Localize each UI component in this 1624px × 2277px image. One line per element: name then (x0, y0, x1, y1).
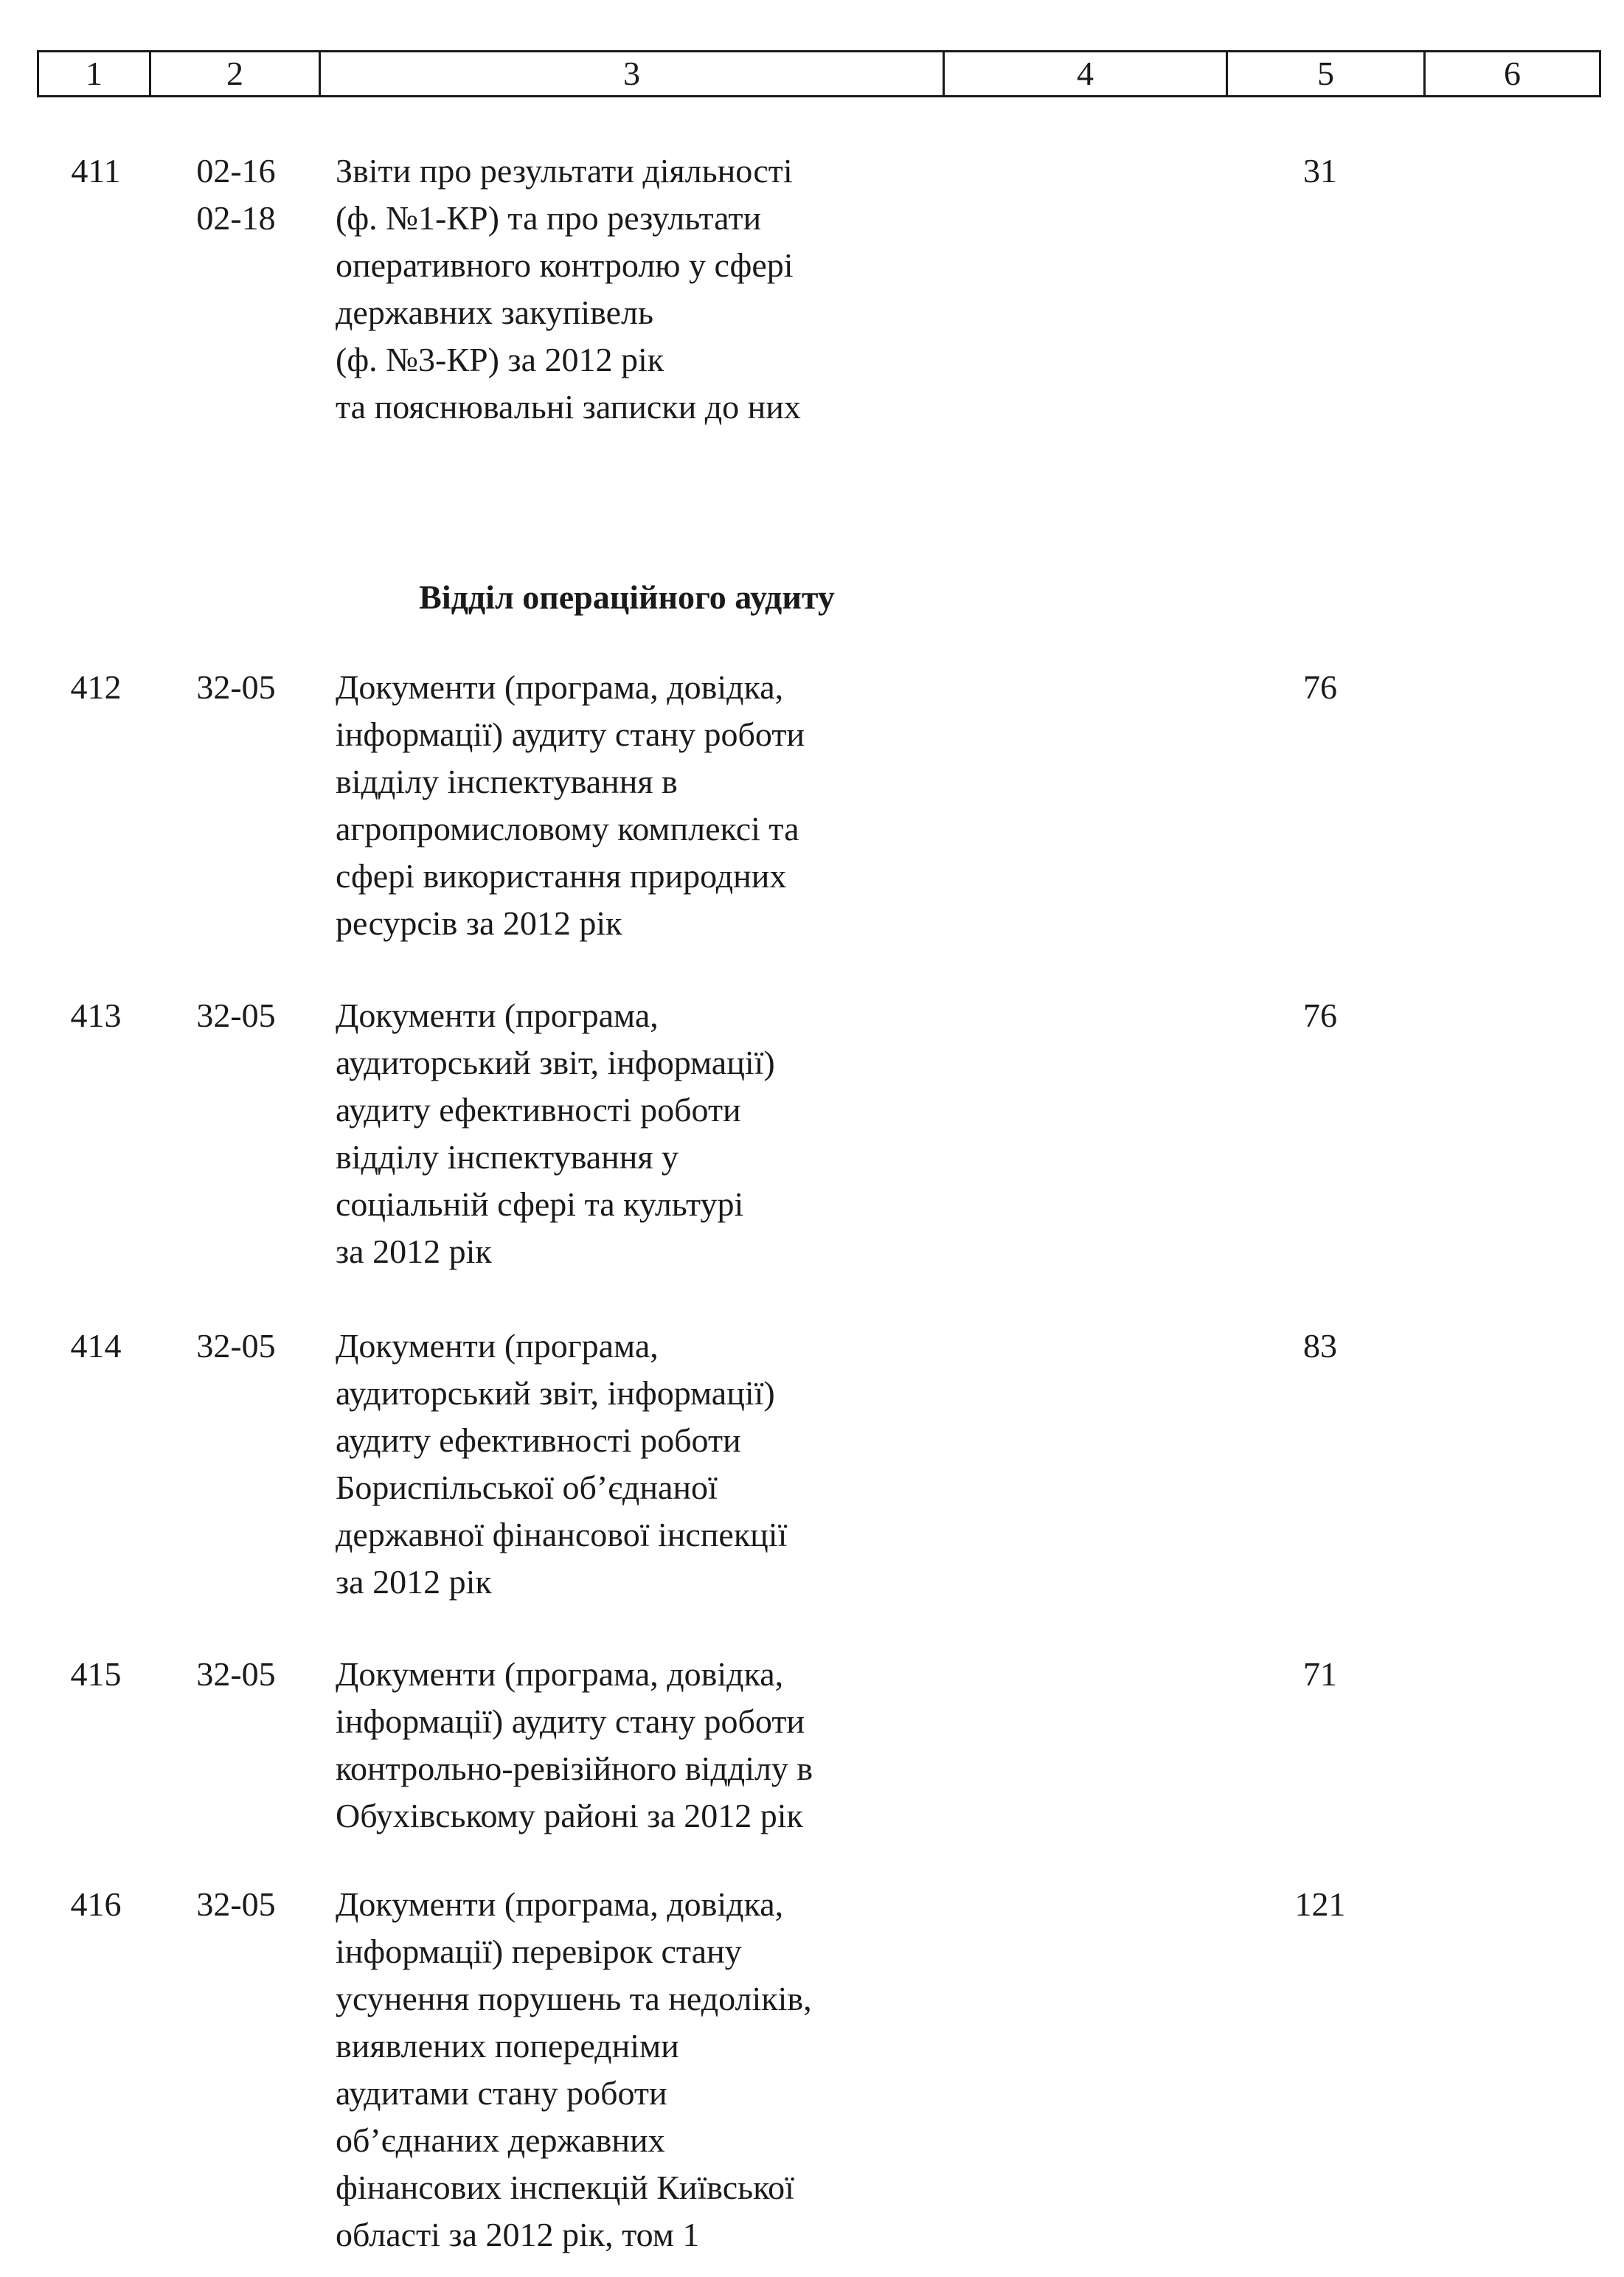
record-title-line: інформації) аудиту стану роботи (336, 1702, 805, 1740)
record-title-line: усунення порушень та недоліків, (336, 1980, 812, 2017)
record-number: 413 (70, 997, 122, 1034)
record-title-line: (ф. №3-КР) за 2012 рік (336, 341, 664, 378)
record-number: 414 (70, 1327, 122, 1365)
record-index (170, 1323, 302, 1370)
record-title-line: інформації) перевірок стану (336, 1933, 742, 1970)
record-title-line: оперативного контролю у сфері (336, 246, 794, 284)
record-title-line: Документи (програма, (336, 1327, 659, 1365)
record-index-line: 32-05 (196, 668, 276, 706)
record-title-line: інформації) аудиту стану роботи (336, 715, 805, 753)
record-title-line: аудиторський звіт, інформації) (336, 1044, 775, 1081)
record-title-line: за 2012 рік (336, 1233, 492, 1270)
record-index (170, 148, 302, 242)
record-title-line: Обухівському районі за 2012 рік (336, 1797, 803, 1834)
header-col-5: 5 (1227, 52, 1425, 97)
record-title-line: Бориспільської об’єднаної (336, 1469, 718, 1506)
record-title-line: аудитами стану роботи (336, 2074, 667, 2112)
record-title-line: ресурсів за 2012 рік (336, 904, 622, 942)
record-index-line: 32-05 (196, 1655, 276, 1693)
record-number: 411 (71, 152, 121, 190)
record-sheet-count: 76 (1303, 668, 1337, 706)
record-sheet-count: 83 (1303, 1327, 1337, 1365)
record-number: 415 (70, 1655, 122, 1693)
record-index (170, 1651, 302, 1698)
record-title-line: та пояснювальні записки до них (336, 388, 801, 426)
record-title-line: відділу інспектування в (336, 763, 678, 800)
record-title-line: аудиту ефективності роботи (336, 1421, 741, 1459)
record-title (336, 148, 970, 431)
record-index (170, 664, 302, 711)
record-title-line: Документи (програма, довідка, (336, 668, 784, 706)
record-title-line: агропромисловому комплексі та (336, 810, 799, 848)
record-title-line: фінансових інспекцій Київської (336, 2169, 794, 2206)
record-index-line: 32-05 (196, 1327, 276, 1365)
record-title-line: (ф. №1-КР) та про результати (336, 199, 762, 237)
column-number-header (37, 50, 1601, 97)
header-row (38, 52, 1600, 97)
record-title-line: виявлених попередніми (336, 2027, 679, 2065)
record-sheet-count: 76 (1303, 997, 1337, 1034)
record-title-line: аудиту ефективності роботи (336, 1091, 741, 1129)
record-sheet-count: 121 (1294, 1885, 1346, 1923)
record-sheet-count: 31 (1303, 152, 1337, 190)
header-col-4: 4 (944, 52, 1227, 97)
record-title-line: Документи (програма, довідка, (336, 1885, 784, 1923)
record-title (336, 664, 970, 947)
record-title-line: об’єднаних державних (336, 2121, 665, 2159)
header-col-3: 3 (320, 52, 944, 97)
record-index (170, 1881, 302, 1928)
record-title-line: Документи (програма, довідка, (336, 1655, 784, 1693)
record-title-line: за 2012 рік (336, 1563, 492, 1601)
header-col-2: 2 (150, 52, 320, 97)
record-title-line: області за 2012 рік, том 1 (336, 2216, 700, 2253)
header-col-1: 1 (38, 52, 150, 97)
record-title-line: державної фінансової інспекції (336, 1516, 788, 1553)
record-index (170, 992, 302, 1039)
record-title-line: сфері використання природних (336, 857, 787, 895)
record-title-line: державних закупівель (336, 294, 653, 331)
record-title (336, 1651, 970, 1840)
record-title-line: Звіти про результати діяльності (336, 152, 793, 190)
record-index-line: 02-16 (196, 152, 276, 190)
record-sheet-count: 71 (1303, 1655, 1337, 1693)
record-index-line: 32-05 (196, 1885, 276, 1923)
record-title-line: соціальній сфері та культурі (336, 1185, 744, 1223)
record-number: 416 (70, 1885, 122, 1923)
record-title-line: Документи (програма, (336, 997, 659, 1034)
record-title-line: відділу інспектування у (336, 1138, 679, 1176)
record-index-line: 02-18 (196, 199, 276, 237)
record-title-line: аудиторський звіт, інформації) (336, 1374, 775, 1412)
record-title (336, 1881, 970, 2259)
header-col-6: 6 (1425, 52, 1600, 97)
record-title-line: контрольно-ревізійного відділу в (336, 1750, 813, 1787)
record-index-line: 32-05 (196, 997, 276, 1034)
section-heading: Відділ операційного аудиту (419, 578, 835, 616)
record-title (336, 1323, 970, 1606)
record-number: 412 (70, 668, 122, 706)
record-title (336, 992, 970, 1275)
